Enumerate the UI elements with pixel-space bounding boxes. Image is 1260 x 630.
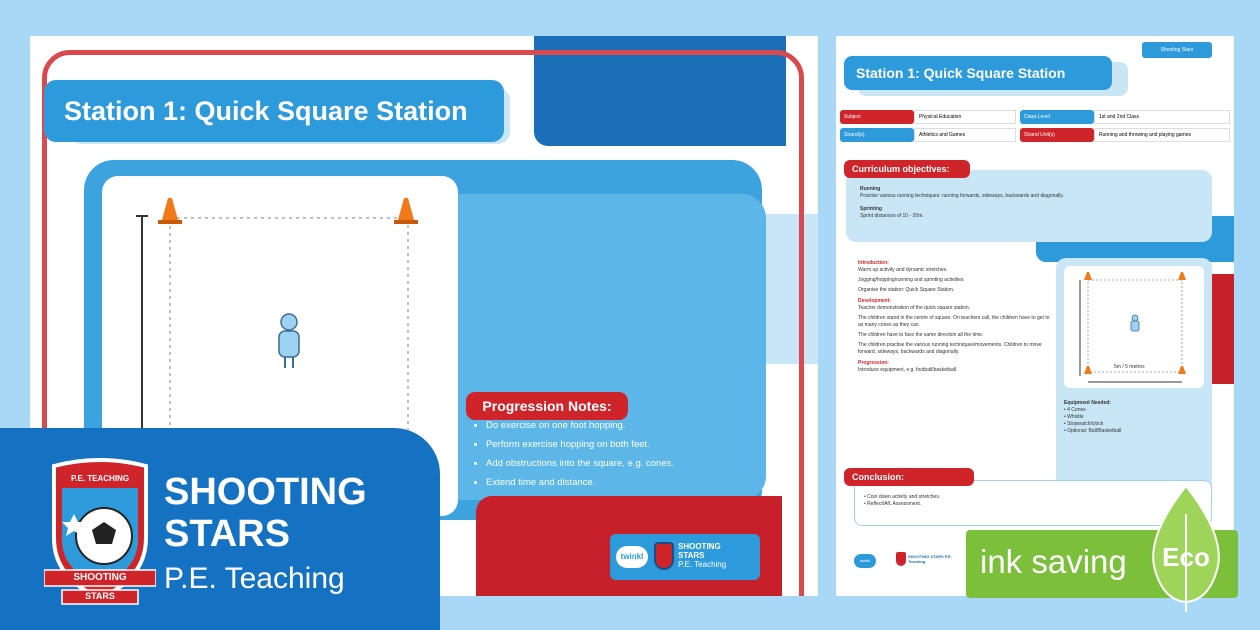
list-item: • Stopwatch/clock bbox=[1064, 421, 1104, 427]
curriculum-item-text: Practise various running techniques: running forwards, sideways, backwards and diagonally. bbox=[860, 193, 1064, 199]
footer-logo-text bbox=[678, 542, 726, 569]
cone-icon bbox=[1084, 366, 1092, 374]
list-item: • Extend time and distance. bbox=[486, 477, 776, 488]
lesson-line: The children practise the various running techniques/movements. Children to move forward, sideways, backwards and diagonally. bbox=[858, 342, 1042, 355]
badge-title-line1: SHOOTING bbox=[164, 471, 367, 513]
eco-tag: Eco bbox=[1162, 542, 1210, 572]
conclusion-item: Cool down activity and stretches. bbox=[867, 494, 941, 500]
cone-icon bbox=[158, 198, 182, 224]
info-value: Running and throwing and playing games bbox=[1094, 128, 1230, 142]
page-title: Station 1: Quick Square Station bbox=[44, 80, 504, 142]
footer-text: SHOOTING STARS P.E. Teaching bbox=[908, 554, 952, 564]
equipment-item: Stopwatch/clock bbox=[1067, 421, 1104, 427]
info-row bbox=[840, 110, 1232, 124]
lesson-line: The children stand in the centre of square. On teachers call, the children have to get to as many cones as they can. bbox=[858, 315, 1050, 328]
mini-diagram-card bbox=[1064, 266, 1204, 388]
lesson-heading: Introduction: bbox=[858, 260, 889, 266]
badge-title-line2: STARS bbox=[164, 513, 290, 555]
curriculum-item-title: Running bbox=[860, 186, 881, 192]
info-label: Strand(s) bbox=[840, 128, 914, 142]
info-label: Strand Unit(s) bbox=[1020, 128, 1094, 142]
equipment-item: 4 Cones bbox=[1067, 407, 1086, 413]
list-item: • Reflect/AfL Assessment. bbox=[864, 501, 922, 507]
equipment-heading: Equipment Needed: bbox=[1064, 400, 1111, 406]
lesson-line: Warm up activity and dynamic stretches. bbox=[858, 267, 948, 273]
equipment-block bbox=[1064, 400, 1204, 435]
curriculum-heading: Curriculum objectives: bbox=[844, 160, 970, 178]
emblem-icon bbox=[44, 458, 156, 608]
footer-logo-line2: STARS bbox=[678, 551, 705, 560]
list-item: • Whistle bbox=[1064, 414, 1084, 420]
lesson-text bbox=[858, 260, 1052, 374]
child-figure-icon bbox=[1131, 315, 1139, 331]
progression-list bbox=[466, 420, 776, 496]
list-item: • Perform exercise hopping on both feet. bbox=[486, 439, 776, 450]
equipment-item: Optional: Ball/Basketball bbox=[1067, 428, 1122, 434]
info-row bbox=[840, 128, 1232, 142]
mini-shield-icon bbox=[896, 552, 906, 566]
lesson-heading: Progression: bbox=[858, 360, 889, 366]
info-label: Class Level bbox=[1020, 110, 1094, 124]
conclusion-list bbox=[864, 494, 1164, 508]
info-value: Physical Education bbox=[914, 110, 1016, 124]
twinkl-logo: twinkl bbox=[854, 554, 876, 568]
info-table bbox=[840, 110, 1232, 142]
lesson-line: Teacher demonstration of the quick square station. bbox=[858, 305, 971, 311]
cone-icon bbox=[1084, 272, 1092, 280]
progression-heading: Progression Notes: bbox=[466, 392, 628, 420]
leaf-icon bbox=[1146, 484, 1226, 614]
lesson-line: Organise the station: Quick Square Station. bbox=[858, 287, 955, 293]
lesson-heading: Development: bbox=[858, 298, 892, 304]
diagram-label: 5m / 5 metres bbox=[1114, 364, 1145, 370]
corner-tab: Shooting Stars bbox=[1142, 42, 1212, 58]
list-item: • Add obstructions into the square, e.g. cones. bbox=[486, 458, 776, 469]
curriculum-item-title: Sprinting bbox=[860, 206, 882, 212]
mini-shield-icon bbox=[654, 542, 674, 570]
twinkl-logo: twinkl bbox=[616, 546, 648, 568]
curriculum-item-text: Sprint distances of 10 - 20m. bbox=[860, 213, 924, 219]
cone-icon bbox=[1178, 366, 1186, 374]
lesson-line: The children have to face the same direction all the time. bbox=[858, 332, 984, 338]
lesson-line: Introduce equipment, e.g. football/basketball. bbox=[858, 367, 958, 373]
cone-icon bbox=[394, 198, 418, 224]
decor-red-side bbox=[1210, 274, 1234, 384]
info-value: Athletics and Games bbox=[914, 128, 1016, 142]
eco-label: ink saving bbox=[980, 543, 1127, 580]
page-title: Station 1: Quick Square Station bbox=[844, 56, 1112, 90]
info-label: Subject bbox=[840, 110, 914, 124]
footer-logo-box bbox=[610, 534, 760, 580]
info-value: 1st and 2nd Class bbox=[1094, 110, 1230, 124]
conclusion-heading: Conclusion: bbox=[844, 468, 974, 486]
list-item: • Optional: Ball/Basketball bbox=[1064, 428, 1122, 434]
child-figure-icon bbox=[279, 314, 299, 368]
footer-logo-line1: SHOOTING bbox=[678, 542, 721, 551]
emblem-ribbon-text: STARS bbox=[85, 591, 115, 601]
badge-subtitle: P.E. Teaching bbox=[164, 562, 345, 595]
cone-icon bbox=[1178, 272, 1186, 280]
emblem-ribbon-text: SHOOTING bbox=[73, 572, 127, 583]
list-item: • Do exercise on one foot hopping. bbox=[486, 420, 776, 431]
list-item: • Cool down activity and stretches. bbox=[864, 494, 941, 500]
list-item: • 4 Cones bbox=[1064, 407, 1086, 413]
footer-logo-line3: P.E. Teaching bbox=[678, 560, 727, 569]
brand-badge bbox=[0, 428, 440, 630]
lesson-line: Jogging/hopping/running and sprinting activities. bbox=[858, 277, 965, 283]
emblem-top-text: P.E. TEACHING bbox=[70, 474, 130, 483]
curriculum-text bbox=[860, 186, 1200, 220]
conclusion-item: Reflect/AfL Assessment. bbox=[867, 501, 922, 507]
equipment-item: Whistle bbox=[1067, 414, 1084, 420]
